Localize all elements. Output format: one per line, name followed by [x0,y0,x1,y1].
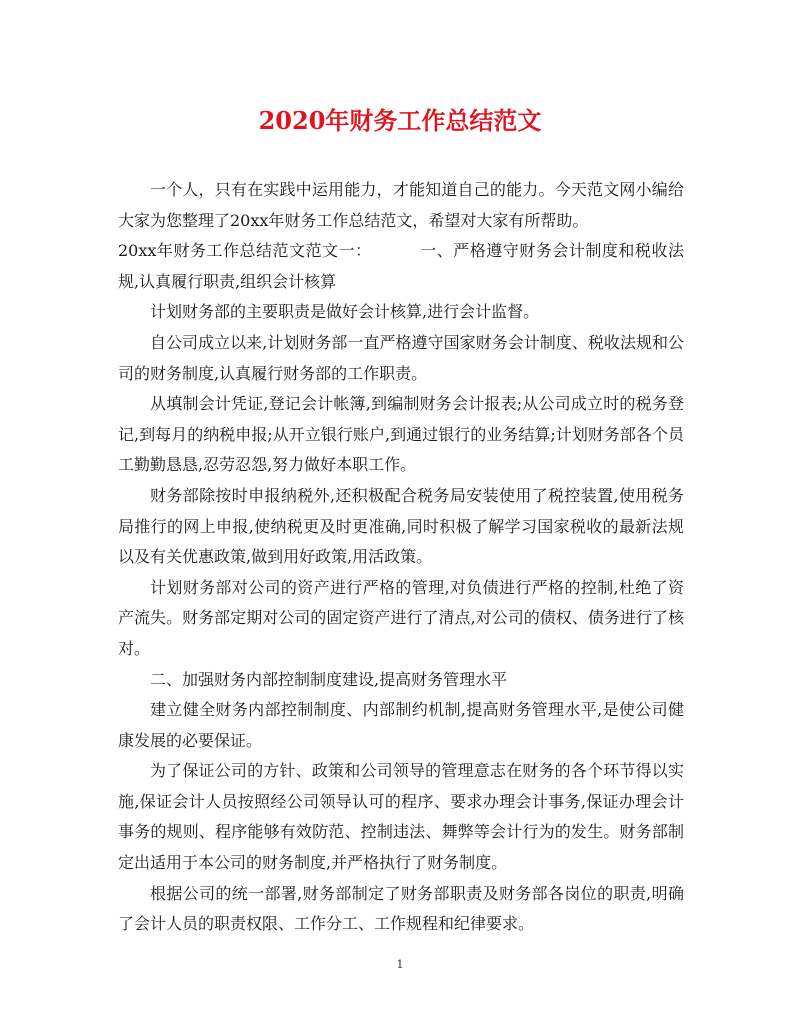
paragraph-intro: 一个人，只有在实践中运用能力，才能知道自己的能力。今天范文网小编给大家为您整理了20xx年财务工作总结范文，希望对大家有所帮助。 [118,180,684,230]
paragraph-9: 为了保证公司的方针、政策和公司领导的管理意志在财务的各个环节得以实施,保证会计人员按照经公司领导认可的程序、要求办理会计事务,保证办理会计事务的规则、程序能够有效防范、控制违法、舞弊等会计行为的发生。财务部制定出适用于本公司的财务制度,并严格执行了财务制度。 [118,761,684,873]
paragraph-3: 自公司成立以来,计划财务部一直严格遵守国家财务会计制度、税收法规和公司的财务制度,认真履行财务部的工作职责。 [118,332,684,383]
paragraph-10: 根据公司的统一部署,财务部制定了财务部职责及财务部各岗位的职责,明确了会计人员的职责权限、工作分工、工作规程和纪律要求。 [118,883,684,934]
page-number: 1 [396,958,404,971]
document-title: 2020年财务工作总结范文 [258,106,542,135]
section-heading-2: 二、加强财务内部控制制度建设,提高财务管理水平 [150,669,508,689]
paragraph-2: 计划财务部的主要职责是做好会计核算,进行会计监督。 [150,302,540,322]
lead-line-text: 一、严格遵守财务会计制度和税收法规,认真履行职责,组织会计核算 [118,241,684,291]
paragraph-4: 从填制会计凭证,登记会计帐簿,到编制财务会计报表;从公司成立时的税务登记,到每月的纳税申报;从开立银行账户,到通过银行的业务结算;计划财务部各个员工勤勤恳恳,忍劳忍怨,努力做好本职工作。 [118,394,684,475]
paragraph-8: 建立健全财务内部控制制度、内部制约机制,提高财务管理水平,是使公司健康发展的必要保证。 [118,700,684,750]
lead-line-label: 20xx年财务工作总结范文范文一： [118,241,372,261]
paragraph-5: 财务部除按时申报纳税外,还积极配合税务局安装使用了税控装置,使用税务局推行的网上申报,使纳税更及时更准确,同时积极了解学习国家税收的最新法规以及有关优惠政策,做到用好政策,用活政策。 [118,485,684,567]
paragraph-6: 计划财务部对公司的资产进行严格的管理,对负债进行严格的控制,杜绝了资产流失。财务部定期对公司的固定资产进行了清点,对公司的债权、债务进行了核对。 [118,577,684,658]
paragraph-lead-line [118,236,684,297]
document-body [118,175,684,940]
